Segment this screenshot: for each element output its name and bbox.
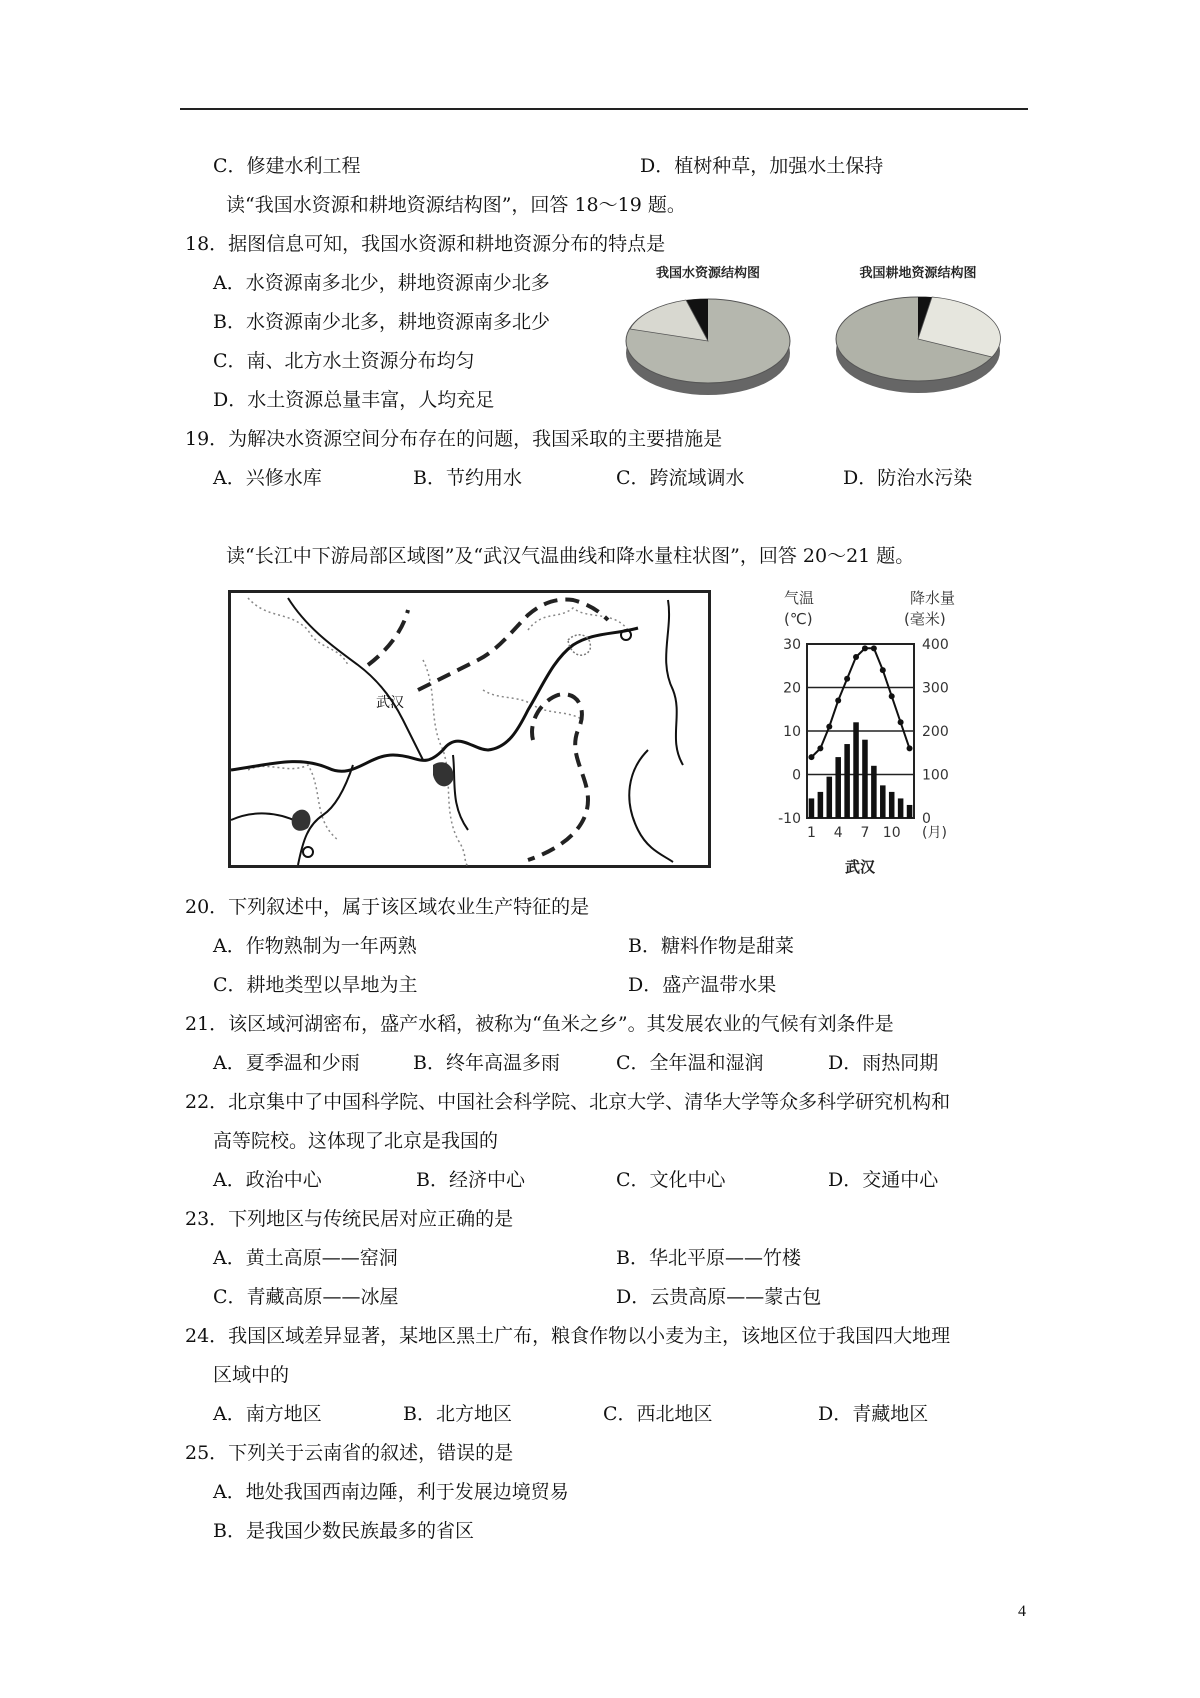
q18-option-c: C．南、北方水土资源分布均匀: [213, 350, 475, 372]
q24-option-c: C．西北地区: [603, 1403, 713, 1425]
q18-option-b: B．水资源南少北多，耕地资源南多北少: [213, 311, 550, 333]
intro-20-21: 读“长江中下游局部区域图”及“武汉气温曲线和降水量柱状图”，回答 20～21 题。: [226, 545, 915, 567]
wuhan-climate-chart: [762, 586, 972, 880]
month-tick-label: 7: [860, 825, 870, 841]
month-tick-label: 4: [833, 825, 843, 841]
q23-option-b: B．华北平原——竹楼: [616, 1247, 801, 1269]
temp-point: [880, 667, 886, 673]
q22-stem: 22．北京集中了中国科学院、中国社会科学院、北京大学、清华大学等众多科学研究机构和: [185, 1091, 951, 1113]
q19-option-a: A．兴修水库: [213, 467, 322, 489]
q23-option-d: D．云贵高原——蒙古包: [616, 1286, 822, 1308]
q18-stem: 18．据图信息可知，我国水资源和耕地资源分布的特点是: [185, 233, 666, 255]
temp-axis-label: 气温: [784, 589, 815, 607]
precip-bar: [907, 805, 913, 818]
farmland-pie-title: 我国耕地资源结构图: [859, 266, 977, 281]
month-tick-label: 10: [882, 825, 901, 841]
precip-tick-label: 300: [922, 680, 949, 697]
q20-stem: 20．下列叙述中，属于该区域农业生产特征的是: [185, 896, 590, 918]
temp-point: [844, 676, 850, 682]
map-label-wuhan: 武汉: [376, 695, 404, 711]
q21-option-c: C．全年温和湿润: [616, 1052, 764, 1074]
month-unit-label: (月): [922, 825, 947, 841]
prev-option-c: C．修建水利工程: [213, 155, 361, 177]
q19-option-c: C．跨流域调水: [616, 467, 745, 489]
temp-point: [898, 719, 904, 725]
q22-stem-line2: 高等院校。这体现了北京是我国的: [213, 1130, 499, 1152]
q24-option-d: D．青藏地区: [818, 1403, 929, 1425]
precip-bar: [862, 740, 868, 818]
q21-option-a: A．夏季温和少雨: [213, 1052, 360, 1074]
precip-bar: [818, 792, 824, 818]
resource-pie-figures: [620, 255, 1020, 405]
q24-option-b: B．北方地区: [403, 1403, 512, 1425]
precip-bar: [898, 798, 904, 818]
temp-tick-label: 0: [792, 767, 801, 784]
q24-stem: 24．我国区域差异显著，某地区黑土广布，粮食作物以小麦为主，该地区位于我国四大地理: [185, 1325, 951, 1347]
precip-bar: [880, 785, 886, 818]
q25-option-b: B．是我国少数民族最多的省区: [213, 1520, 474, 1542]
q21-option-b: B．终年高温多雨: [413, 1052, 560, 1074]
precip-tick-label: 0: [922, 811, 931, 827]
temp-point: [871, 645, 877, 651]
q22-option-a: A．政治中心: [213, 1169, 322, 1191]
header-rule: [180, 108, 1028, 110]
q23-option-c: C．青藏高原——冰屋: [213, 1286, 399, 1308]
temp-tick-label: 20: [783, 680, 801, 697]
precip-bar: [853, 722, 859, 818]
q20-option-b: B．糖料作物是甜菜: [628, 935, 794, 957]
q18-option-a: A．水资源南多北少，耕地资源南少北多: [213, 272, 550, 294]
prev-option-d: D．植树种草，加强水土保持: [640, 155, 884, 177]
q20-option-c: C．耕地类型以旱地为主: [213, 974, 418, 996]
precip-bar: [871, 766, 877, 818]
temp-point: [817, 745, 823, 751]
temp-tick-label: 30: [783, 637, 801, 653]
q20-option-d: D．盛产温带水果: [628, 974, 777, 996]
farmland-resource-pie: [836, 265, 1000, 393]
temp-point: [826, 724, 832, 730]
temp-point: [808, 754, 814, 760]
temp-tick-label: -10: [778, 811, 801, 827]
q21-stem: 21．该区域河湖密布，盛产水稻，被称为“鱼米之乡”。其发展农业的气候有刘条件是: [185, 1013, 894, 1035]
q24-stem-line2: 区域中的: [213, 1364, 290, 1386]
q23-option-a: A．黄土高原——窑洞: [213, 1247, 398, 1269]
precip-bar: [889, 792, 895, 818]
page-number: 4: [1018, 1603, 1026, 1620]
q22-option-d: D．交通中心: [828, 1169, 939, 1191]
water-resource-pie: [626, 265, 790, 395]
yangtze-region-map: [228, 590, 711, 868]
temp-point: [835, 698, 841, 704]
q20-option-a: A．作物熟制为一年两熟: [213, 935, 417, 957]
q23-stem: 23．下列地区与传统民居对应正确的是: [185, 1208, 514, 1230]
q19-option-d: D．防治水污染: [843, 467, 973, 489]
precip-tick-label: 200: [922, 724, 949, 740]
precip-tick-label: 400: [922, 637, 949, 653]
intro-18-19: 读“我国水资源和耕地资源结构图”，回答 18～19 题。: [226, 194, 686, 216]
q18-option-d: D．水土资源总量丰富，人均充足: [213, 389, 495, 411]
precip-bar: [835, 757, 841, 818]
temp-axis-unit: (℃): [784, 610, 813, 628]
precip-bar: [844, 744, 850, 818]
precip-axis-unit: (毫米): [904, 610, 946, 628]
climate-chart-caption: 武汉: [844, 858, 876, 876]
precip-tick-label: 100: [922, 767, 949, 784]
q25-option-a: A．地处我国西南边陲，利于发展边境贸易: [213, 1481, 569, 1503]
temp-tick-label: 10: [783, 724, 801, 740]
q24-option-a: A．南方地区: [213, 1403, 322, 1425]
q19-stem: 19．为解决水资源空间分布存在的问题，我国采取的主要措施是: [185, 428, 723, 450]
precip-bar: [827, 777, 833, 818]
water-pie-title: 我国水资源结构图: [655, 266, 761, 281]
q25-stem: 25．下列关于云南省的叙述，错误的是: [185, 1442, 514, 1464]
precip-bar: [809, 798, 815, 818]
temp-point: [907, 745, 913, 751]
temp-point: [862, 645, 868, 651]
q22-option-c: C．文化中心: [616, 1169, 726, 1191]
q21-option-d: D．雨热同期: [828, 1052, 939, 1074]
q22-option-b: B．经济中心: [416, 1169, 525, 1191]
q19-option-b: B．节约用水: [413, 467, 522, 489]
month-tick-label: 1: [806, 825, 816, 841]
precip-axis-label: 降水量: [910, 589, 956, 607]
temp-point: [853, 654, 859, 660]
temp-point: [889, 693, 895, 699]
